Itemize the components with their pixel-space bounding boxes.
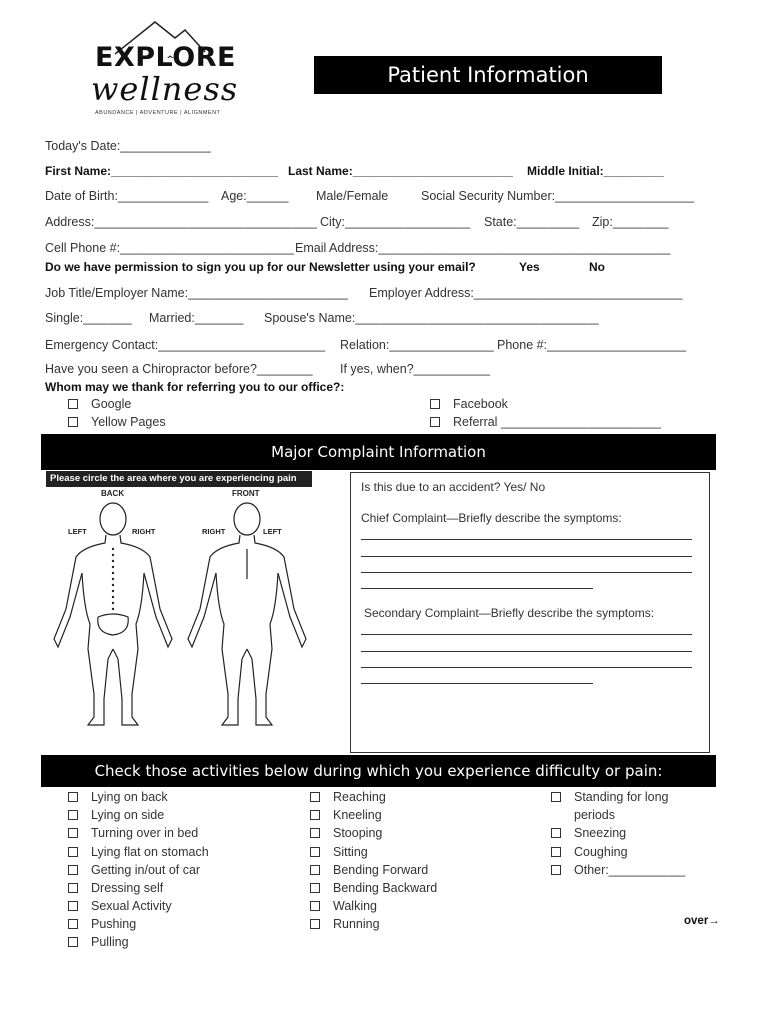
referral-google[interactable]: Google bbox=[68, 397, 131, 411]
referral-question: Whom may we thank for referring you to our office?: bbox=[45, 380, 345, 394]
checkbox[interactable] bbox=[310, 847, 320, 857]
checkbox[interactable] bbox=[310, 792, 320, 802]
checkbox[interactable] bbox=[310, 901, 320, 911]
married-field[interactable]: Married:_______ bbox=[149, 311, 244, 325]
page-title: Patient Information bbox=[314, 56, 662, 94]
checkbox[interactable] bbox=[310, 828, 320, 838]
logo-explore: EXPLORE bbox=[95, 42, 236, 73]
activity-item[interactable]: Pulling bbox=[68, 935, 129, 949]
referral-yellow-pages[interactable]: Yellow Pages bbox=[68, 415, 166, 429]
activity-item[interactable]: Pushing bbox=[68, 917, 136, 931]
activity-item-continued: periods bbox=[574, 808, 615, 822]
last-name-field[interactable]: Last Name:________________________ bbox=[288, 164, 513, 178]
chiropractor-when-field[interactable]: If yes, when?___________ bbox=[340, 362, 491, 376]
activity-item[interactable]: Bending Backward bbox=[310, 881, 437, 895]
label-front-right: RIGHT bbox=[202, 527, 226, 536]
chief-line-3[interactable] bbox=[361, 572, 692, 573]
checkbox[interactable] bbox=[551, 828, 561, 838]
checkbox[interactable] bbox=[310, 865, 320, 875]
checkbox[interactable] bbox=[68, 865, 78, 875]
referral-facebook[interactable]: Facebook bbox=[430, 397, 508, 411]
activity-item[interactable]: Sitting bbox=[310, 845, 368, 859]
newsletter-question: Do we have permission to sign you up for our Newsletter using your email? bbox=[45, 260, 476, 274]
first-name-field[interactable]: First Name:_________________________ bbox=[45, 164, 278, 178]
city-field[interactable]: City:__________________ bbox=[320, 215, 471, 229]
checkbox[interactable] bbox=[68, 901, 78, 911]
logo-tagline: ABUNDANCE | ADVENTURE | ALIGNMENT bbox=[95, 110, 221, 116]
middle-initial-field[interactable]: Middle Initial:_________ bbox=[527, 164, 664, 178]
job-title-field[interactable]: Job Title/Employer Name:_______________________ bbox=[45, 286, 349, 300]
checkbox[interactable] bbox=[68, 847, 78, 857]
body-back-figure[interactable] bbox=[48, 499, 178, 749]
label-back: BACK bbox=[101, 489, 125, 498]
activity-item[interactable]: Stooping bbox=[310, 826, 382, 840]
activity-item[interactable]: Turning over in bed bbox=[68, 826, 198, 840]
activity-item[interactable]: Other:___________ bbox=[551, 863, 685, 877]
dob-field[interactable]: Date of Birth:_____________ bbox=[45, 189, 209, 203]
checkbox[interactable] bbox=[551, 847, 561, 857]
address-field[interactable]: Address:________________________________ bbox=[45, 215, 317, 229]
label-back-left: LEFT bbox=[68, 527, 87, 536]
secondary-complaint-label: Secondary Complaint—Briefly describe the symptoms: bbox=[364, 606, 655, 620]
activity-item[interactable]: Lying flat on stomach bbox=[68, 845, 209, 859]
checkbox[interactable] bbox=[68, 919, 78, 929]
secondary-line-4[interactable] bbox=[361, 683, 593, 684]
relation-field[interactable]: Relation:_______________ bbox=[340, 338, 494, 352]
sex-field[interactable]: Male/Female bbox=[316, 189, 389, 203]
label-front: FRONT bbox=[232, 489, 260, 498]
chiropractor-field[interactable]: Have you seen a Chiropractor before?________ bbox=[45, 362, 313, 376]
state-field[interactable]: State:_________ bbox=[484, 215, 580, 229]
complaint-header: Major Complaint Information bbox=[41, 434, 716, 470]
checkbox[interactable] bbox=[68, 417, 78, 427]
checkbox[interactable] bbox=[430, 417, 440, 427]
logo-wellness: wellness bbox=[91, 70, 239, 108]
activity-item[interactable]: Walking bbox=[310, 899, 377, 913]
accident-question[interactable]: Is this due to an accident? Yes/ No bbox=[361, 480, 546, 494]
newsletter-yes[interactable]: Yes bbox=[519, 260, 540, 274]
checkbox[interactable] bbox=[68, 810, 78, 820]
chief-complaint-label: Chief Complaint—Briefly describe the symptoms: bbox=[361, 511, 622, 525]
employer-address-field[interactable]: Employer Address:______________________________ bbox=[369, 286, 683, 300]
activity-item[interactable]: Bending Forward bbox=[310, 863, 428, 877]
checkbox[interactable] bbox=[310, 883, 320, 893]
diagram-heading: Please circle the area where you are experiencing pain bbox=[46, 471, 312, 487]
chief-line-1[interactable] bbox=[361, 539, 692, 540]
activity-item[interactable]: Kneeling bbox=[310, 808, 382, 822]
checkbox[interactable] bbox=[68, 828, 78, 838]
checkbox[interactable] bbox=[430, 399, 440, 409]
spouse-name-field[interactable]: Spouse's Name:___________________________________ bbox=[264, 311, 599, 325]
body-front-figure[interactable] bbox=[182, 499, 312, 749]
activity-item[interactable]: Getting in/out of car bbox=[68, 863, 200, 877]
activity-item[interactable]: Standing for long bbox=[551, 790, 669, 804]
label-front-left: LEFT bbox=[263, 527, 282, 536]
activity-item[interactable]: Dressing self bbox=[68, 881, 163, 895]
activity-item[interactable]: Sexual Activity bbox=[68, 899, 172, 913]
checkbox[interactable] bbox=[551, 865, 561, 875]
body-diagram[interactable] bbox=[46, 471, 314, 755]
activities-header: Check those activities below during which you experience difficulty or pain: bbox=[41, 755, 716, 787]
email-field[interactable]: Email Address:__________________________________________ bbox=[295, 241, 671, 255]
newsletter-no[interactable]: No bbox=[589, 260, 605, 274]
activity-item[interactable]: Lying on back bbox=[68, 790, 168, 804]
activity-item[interactable]: Coughing bbox=[551, 845, 628, 859]
checkbox[interactable] bbox=[68, 792, 78, 802]
chief-line-4[interactable] bbox=[361, 588, 593, 589]
checkbox[interactable] bbox=[68, 399, 78, 409]
secondary-line-2[interactable] bbox=[361, 651, 692, 652]
cell-phone-field[interactable]: Cell Phone #:_________________________ bbox=[45, 241, 294, 255]
zip-field[interactable]: Zip:________ bbox=[592, 215, 669, 229]
checkbox[interactable] bbox=[551, 792, 561, 802]
activity-item[interactable]: Reaching bbox=[310, 790, 386, 804]
checkbox[interactable] bbox=[310, 810, 320, 820]
checkbox[interactable] bbox=[68, 883, 78, 893]
activity-item[interactable]: Running bbox=[310, 917, 380, 931]
single-field[interactable]: Single:_______ bbox=[45, 311, 132, 325]
emergency-phone-field[interactable]: Phone #:____________________ bbox=[497, 338, 687, 352]
activity-item[interactable]: Lying on side bbox=[68, 808, 164, 822]
todays-date-field[interactable]: Today's Date:_____________ bbox=[45, 139, 211, 153]
over-link[interactable]: over→ bbox=[684, 915, 720, 927]
secondary-line-1[interactable] bbox=[361, 634, 692, 635]
activity-item[interactable]: Sneezing bbox=[551, 826, 626, 840]
secondary-line-3[interactable] bbox=[361, 667, 692, 668]
label-back-right: RIGHT bbox=[132, 527, 156, 536]
ssn-field[interactable]: Social Security Number:____________________ bbox=[421, 189, 695, 203]
checkbox[interactable] bbox=[310, 919, 320, 929]
chief-line-2[interactable] bbox=[361, 556, 692, 557]
emergency-contact-field[interactable]: Emergency Contact:________________________ bbox=[45, 338, 326, 352]
referral-other[interactable]: Referral _______________________ bbox=[430, 415, 661, 429]
age-field[interactable]: Age:______ bbox=[221, 189, 289, 203]
checkbox[interactable] bbox=[68, 937, 78, 947]
logo bbox=[85, 18, 239, 123]
